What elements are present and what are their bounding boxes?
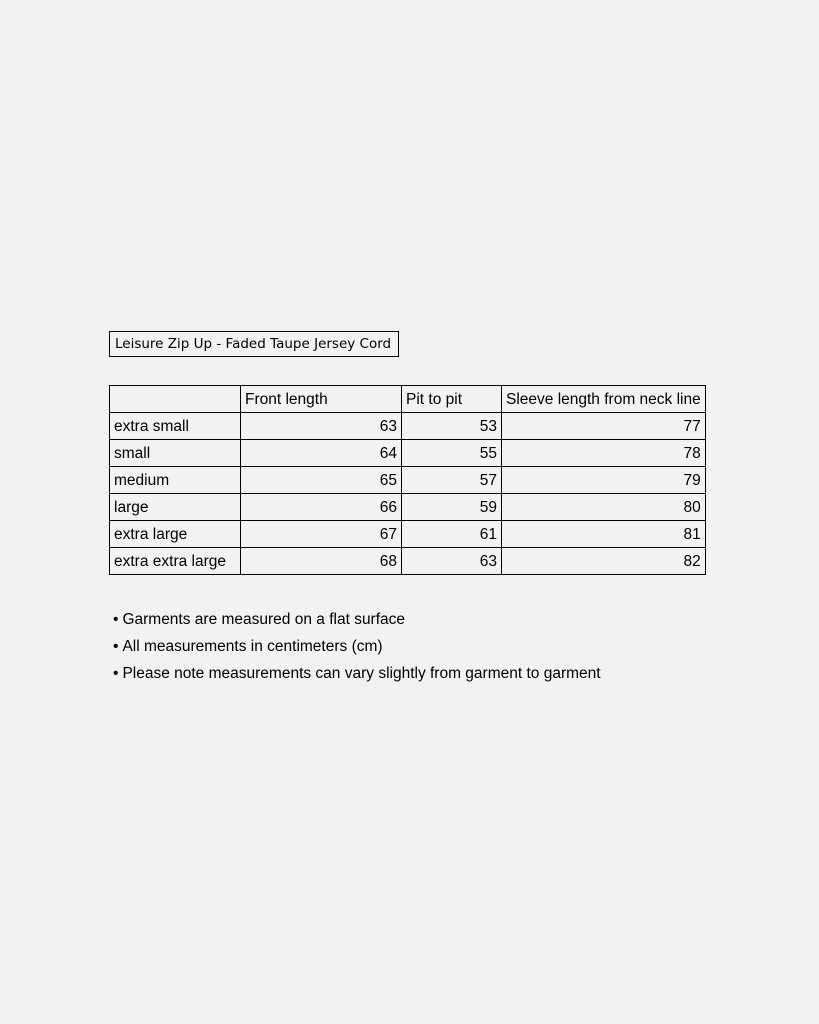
sleeve-length-value: 82 — [502, 548, 706, 575]
size-label: extra large — [110, 521, 241, 548]
front-length-value: 63 — [241, 413, 402, 440]
sleeve-length-value: 80 — [502, 494, 706, 521]
header-front-length: Front length — [241, 386, 402, 413]
size-label: extra small — [110, 413, 241, 440]
table-header-row — [110, 386, 706, 413]
table-row — [110, 467, 706, 494]
front-length-value: 68 — [241, 548, 402, 575]
size-label: extra extra large — [110, 548, 241, 575]
size-chart-table — [109, 385, 706, 575]
table-row — [110, 548, 706, 575]
size-label: medium — [110, 467, 241, 494]
header-size — [110, 386, 241, 413]
front-length-value: 65 — [241, 467, 402, 494]
measurement-notes — [113, 609, 601, 690]
list-item — [113, 636, 601, 663]
table-row — [110, 521, 706, 548]
header-pit-to-pit: Pit to pit — [402, 386, 502, 413]
bullet-icon: • — [113, 665, 119, 682]
table-row — [110, 440, 706, 467]
note-text: All measurements in centimeters (cm) — [122, 638, 383, 655]
sleeve-length-value: 81 — [502, 521, 706, 548]
size-label: large — [110, 494, 241, 521]
list-item — [113, 663, 601, 690]
front-length-value: 64 — [241, 440, 402, 467]
product-title: Leisure Zip Up - Faded Taupe Jersey Cord — [109, 331, 399, 357]
size-label: small — [110, 440, 241, 467]
front-length-value: 66 — [241, 494, 402, 521]
pit-to-pit-value: 63 — [402, 548, 502, 575]
bullet-icon: • — [113, 638, 119, 655]
list-item — [113, 609, 601, 636]
pit-to-pit-value: 55 — [402, 440, 502, 467]
bullet-icon: • — [113, 611, 119, 628]
pit-to-pit-value: 53 — [402, 413, 502, 440]
sleeve-length-value: 78 — [502, 440, 706, 467]
front-length-value: 67 — [241, 521, 402, 548]
header-sleeve-length: Sleeve length from neck line — [502, 386, 706, 413]
pit-to-pit-value: 61 — [402, 521, 502, 548]
pit-to-pit-value: 57 — [402, 467, 502, 494]
table-row — [110, 413, 706, 440]
pit-to-pit-value: 59 — [402, 494, 502, 521]
sleeve-length-value: 77 — [502, 413, 706, 440]
sleeve-length-value: 79 — [502, 467, 706, 494]
table-row — [110, 494, 706, 521]
note-text: Garments are measured on a flat surface — [122, 611, 406, 628]
note-text: Please note measurements can vary slightly from garment to garment — [122, 665, 601, 682]
